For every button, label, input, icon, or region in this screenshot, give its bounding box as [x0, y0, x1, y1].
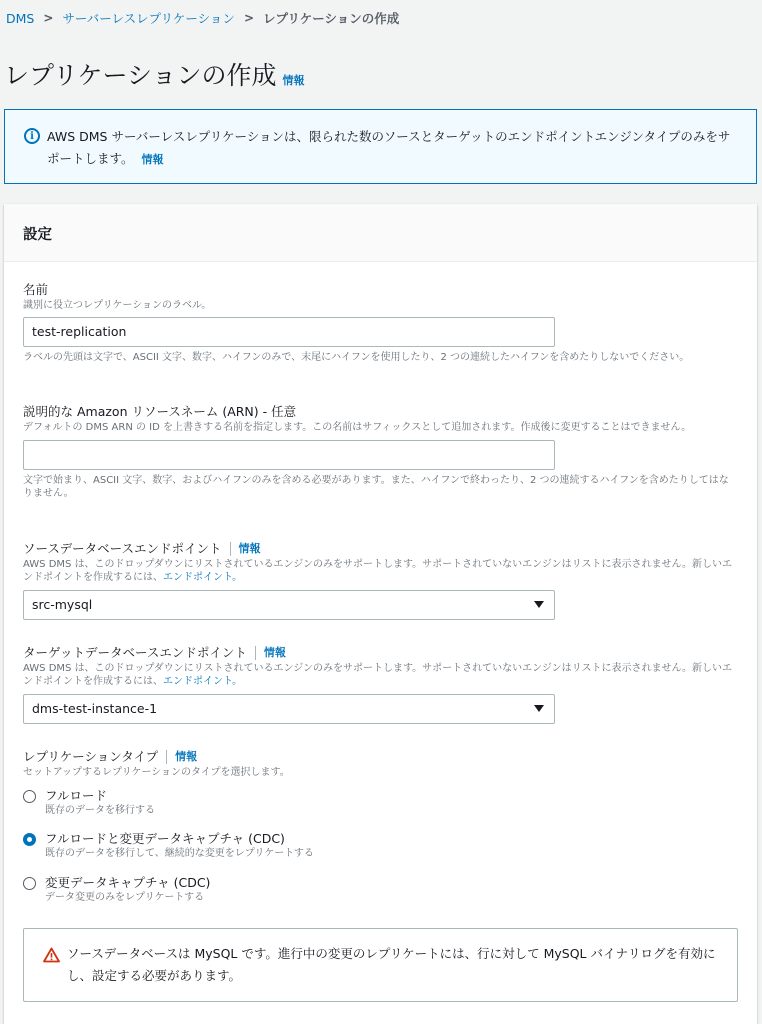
radio-full-load-cdc-description: 既存のデータを移行して、継続的な変更をレプリケートする: [45, 848, 314, 859]
source-endpoint-label: ソースデータベースエンドポイント: [23, 541, 222, 556]
arn-description: デフォルトの DMS ARN の ID を上書きする名前を指定します。この名前はサフィックスとして追加されます。作成後に変更することはできません。: [23, 422, 692, 433]
replication-type-description: セットアップするレプリケーションのタイプを選択します。: [23, 767, 290, 778]
arn-field-group: [23, 404, 738, 500]
mysql-warning-alert: [23, 928, 738, 1002]
alert-info-link[interactable]: 情報: [141, 153, 164, 166]
label-divider: [255, 646, 256, 660]
radio-full-load-description: 既存のデータを移行する: [45, 805, 155, 816]
breadcrumb-dms[interactable]: DMS: [6, 10, 35, 26]
radio-button[interactable]: [23, 790, 36, 803]
page-title: [4, 56, 305, 92]
alert-message: [47, 126, 742, 171]
replication-type-label-row: [23, 749, 738, 765]
breadcrumb-serverless-replication[interactable]: サーバーレスレプリケーション: [62, 11, 235, 26]
source-endpoint-select[interactable]: [23, 590, 555, 620]
target-endpoints-link[interactable]: エンドポイント。: [163, 676, 243, 687]
page-info-link[interactable]: 情報: [282, 74, 305, 87]
source-endpoint-selected: src-mysql: [32, 597, 93, 612]
arn-hint: 文字で始まり、ASCII 文字、数字、およびハイフンのみを含める必要があります。また、ハイフンで終わったり、2 つの連続するハイフンを含めたりしてはなりません。: [23, 475, 729, 499]
radio-button[interactable]: [23, 877, 36, 890]
radio-full-load-cdc[interactable]: [23, 831, 314, 861]
page-title-text: レプリケーションの作成: [4, 61, 277, 90]
chevron-right-icon: >: [43, 11, 54, 25]
info-alert: [4, 109, 757, 184]
replication-type-group: [23, 749, 738, 779]
target-endpoint-group: [23, 645, 738, 724]
target-endpoint-label-row: [23, 645, 738, 661]
radio-full-load-cdc-label: フルロードと変更データキャプチャ (CDC): [45, 831, 285, 846]
replication-type-label: レプリケーションタイプ: [23, 749, 159, 764]
label-divider: [230, 542, 231, 556]
settings-header: 設定: [4, 204, 757, 262]
target-endpoint-description: [23, 662, 738, 688]
radio-cdc-only-label: 変更データキャプチャ (CDC): [45, 875, 211, 890]
source-endpoint-label-row: [23, 541, 738, 557]
source-description-text: AWS DMS は、このドロップダウンにリストされているエンジンのみをサポートします。サポートされていないエンジンはリストに表示されません。新しいエンドポイントを作成するには、: [23, 559, 733, 583]
radio-cdc-only[interactable]: [23, 875, 210, 905]
info-icon: i: [24, 128, 40, 144]
source-endpoint-group: [23, 541, 738, 620]
target-endpoint-selected: dms-test-instance-1: [32, 701, 158, 716]
target-endpoint-select[interactable]: [23, 694, 555, 724]
replication-type-info-link[interactable]: 情報: [175, 750, 198, 763]
radio-full-load[interactable]: [23, 788, 155, 818]
target-info-link[interactable]: 情報: [263, 646, 286, 659]
arn-label: 説明的な Amazon リソースネーム (ARN) - 任意: [23, 404, 297, 419]
name-input[interactable]: test-replication: [23, 317, 555, 347]
warning-icon: [43, 947, 60, 963]
source-endpoints-link[interactable]: エンドポイント。: [163, 572, 243, 583]
name-hint: ラベルの先頭は文字で、ASCII 文字、数字、ハイフンのみで、末尾にハイフンを使用したり、2 つの連続したハイフンを含めたりしないでください。: [23, 352, 690, 363]
settings-panel: [4, 204, 757, 1024]
breadcrumb: [6, 9, 399, 27]
caret-down-icon: [534, 705, 544, 712]
source-info-link[interactable]: 情報: [238, 542, 261, 555]
name-description: 識別に役立つレプリケーションのラベル。: [23, 300, 212, 311]
alert-text: AWS DMS サーバーレスレプリケーションは、限られた数のソースとターゲットのエンドポイントエンジンタイプのみをサポートします。: [47, 129, 731, 166]
radio-cdc-only-description: データ変更のみをレプリケートする: [45, 892, 205, 903]
target-endpoint-label: ターゲットデータベースエンドポイント: [23, 645, 247, 660]
source-endpoint-description: [23, 558, 738, 584]
radio-button-checked[interactable]: [23, 833, 36, 846]
warning-text: ソースデータベースは MySQL です。進行中の変更のレプリケートには、行に対して MySQL バイナリログを有効にし、設定する必要があります。: [67, 946, 716, 983]
breadcrumb-current: レプリケーションの作成: [263, 11, 400, 26]
target-description-text: AWS DMS は、このドロップダウンにリストされているエンジンのみをサポートします。サポートされていないエンジンはリストに表示されません。新しいエンドポイントを作成するには、: [23, 663, 733, 687]
arn-input[interactable]: [23, 440, 555, 470]
name-field-group: [23, 282, 738, 364]
chevron-right-icon: >: [243, 11, 254, 25]
label-divider: [166, 750, 167, 764]
radio-full-load-label: フルロード: [45, 788, 108, 803]
caret-down-icon: [534, 601, 544, 608]
name-label: 名前: [23, 282, 49, 297]
